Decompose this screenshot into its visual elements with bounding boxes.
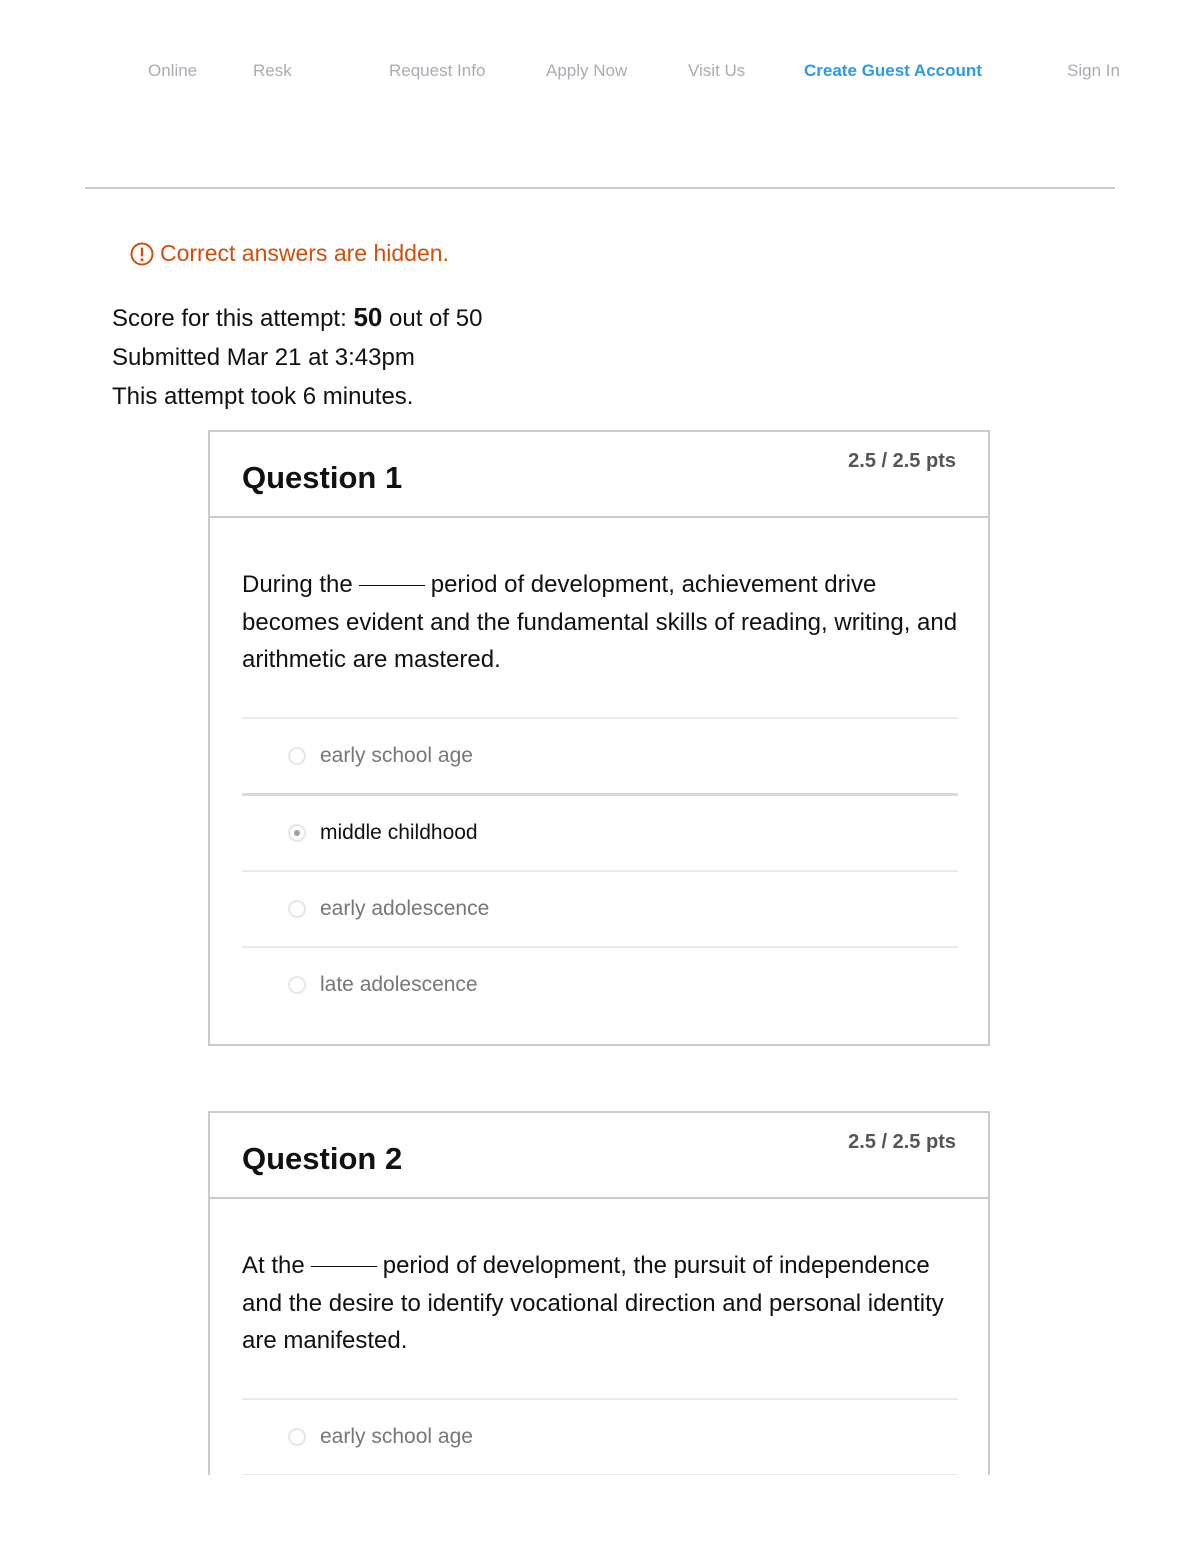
question-card-2 xyxy=(208,1111,990,1475)
question-text xyxy=(242,566,958,679)
question-header xyxy=(210,1113,988,1199)
fill-blank xyxy=(359,585,425,586)
question-text-before: At the xyxy=(242,1252,305,1279)
score-value: 50 xyxy=(353,302,383,332)
answer-option-selected[interactable] xyxy=(242,793,958,870)
nav-sign-in-link[interactable]: Sign In xyxy=(1067,61,1120,80)
score-prefix: Score for this attempt: xyxy=(112,305,354,332)
nav-apply-now-link[interactable]: Apply Now xyxy=(546,61,628,80)
header-divider xyxy=(85,187,1115,189)
question-points: 2.5 / 2.5 pts xyxy=(848,1131,956,1153)
question-text-before: During the xyxy=(242,571,353,598)
notice-text: Correct answers are hidden. xyxy=(160,240,449,266)
radio-button-icon[interactable] xyxy=(288,1428,306,1446)
question-body xyxy=(210,518,988,1022)
answer-option[interactable] xyxy=(242,1398,958,1476)
question-text-after: period of development, the pursuit of independence and the desire to identify vocational direction and personal identity are manifested. xyxy=(242,1252,944,1354)
question-card-1 xyxy=(208,430,990,1046)
answer-option[interactable] xyxy=(242,946,958,1022)
question-title: Question 2 xyxy=(242,1141,403,1176)
answer-label: early school age xyxy=(320,1424,473,1448)
question-body xyxy=(210,1199,988,1475)
answer-option[interactable] xyxy=(242,870,958,946)
answer-label: middle childhood xyxy=(320,820,478,844)
nav-resk-link[interactable]: Resk xyxy=(253,61,292,80)
fill-blank xyxy=(311,1266,377,1267)
answer-label: early adolescence xyxy=(320,896,490,920)
question-text xyxy=(242,1247,958,1360)
question-header xyxy=(210,432,988,518)
nav-online-link[interactable]: Online xyxy=(148,61,198,80)
radio-button-icon[interactable] xyxy=(288,747,306,765)
submitted-time: Submitted Mar 21 at 3:43pm xyxy=(112,344,415,371)
hidden-answers-notice xyxy=(130,240,449,267)
nav-request-info-link[interactable]: Request Info xyxy=(389,61,486,80)
attempt-summary xyxy=(112,298,482,416)
nav-visit-us-link[interactable]: Visit Us xyxy=(688,61,746,80)
warning-icon xyxy=(130,242,154,266)
radio-button-icon[interactable] xyxy=(288,976,306,994)
question-points: 2.5 / 2.5 pts xyxy=(848,450,956,472)
score-line xyxy=(112,298,482,338)
question-title: Question 1 xyxy=(242,460,403,495)
answer-option[interactable] xyxy=(242,717,958,793)
score-suffix: out of 50 xyxy=(382,305,483,332)
answer-label: early school age xyxy=(320,743,473,767)
radio-button-icon[interactable] xyxy=(288,900,306,918)
radio-button-selected-icon[interactable] xyxy=(288,824,306,842)
nav-create-guest-account-link[interactable]: Create Guest Account xyxy=(804,61,982,80)
question-text-after: period of development, achievement drive becomes evident and the fundamental skills of reading, writing, and arithmetic are mastered. xyxy=(242,571,958,673)
attempt-duration: This attempt took 6 minutes. xyxy=(112,383,414,410)
answer-label: late adolescence xyxy=(320,972,478,996)
